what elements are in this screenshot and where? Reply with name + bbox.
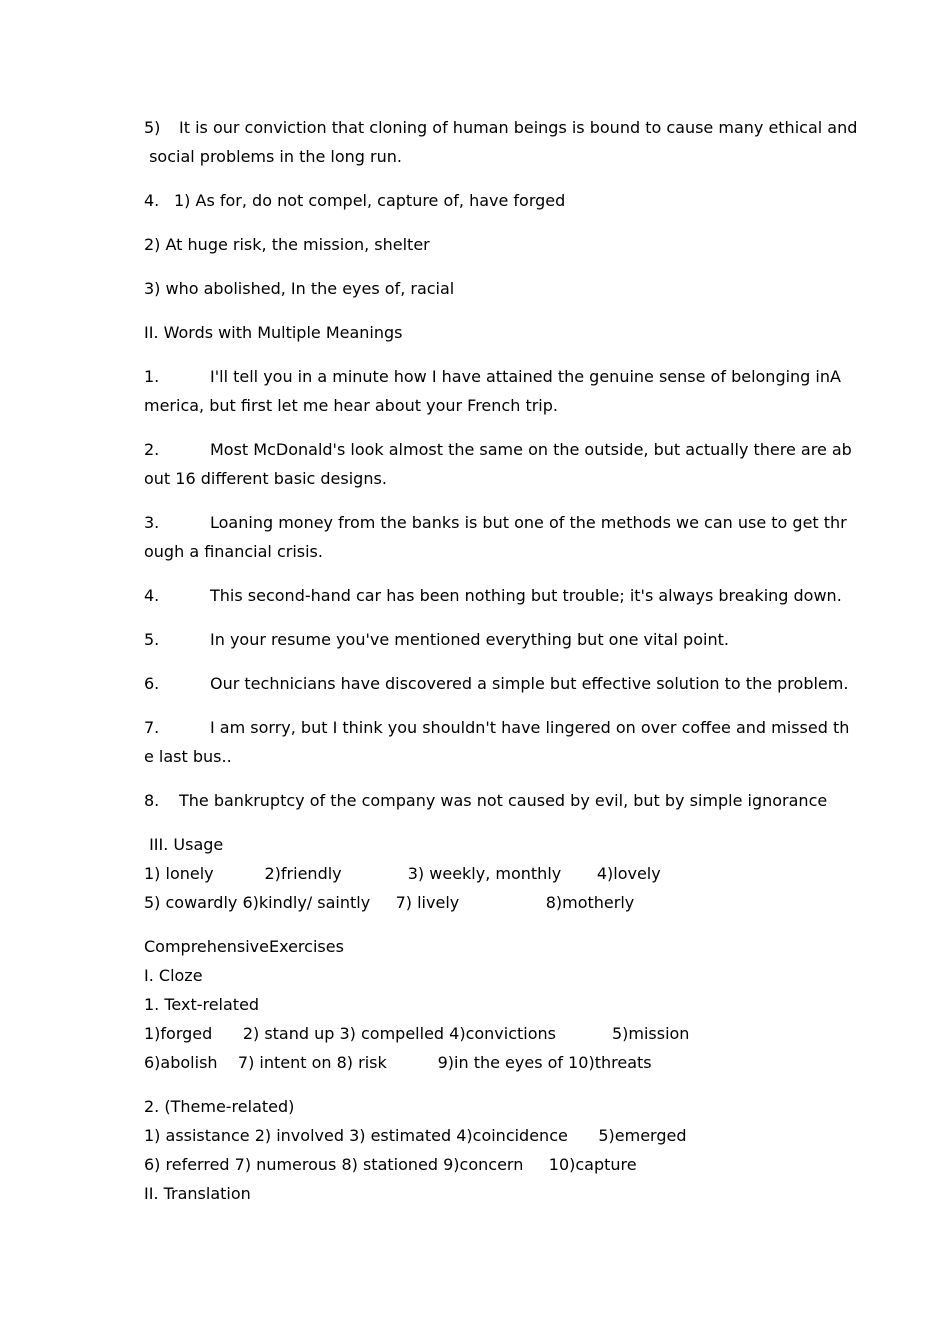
item-text: The bankruptcy of the company was not caused by evil, but by simple ignorance	[179, 791, 828, 810]
meaning-item-3-line2: ough a financial crisis.	[144, 542, 323, 561]
item-text: Loaning money from the banks is but one of the methods we can use to get thr	[210, 513, 847, 532]
item-number: 4.	[144, 191, 160, 210]
item-number: 1.	[144, 367, 160, 386]
item-number: 6.	[144, 674, 160, 693]
theme-related-answers-row-2: 6) referred 7) numerous 8) stationed 9)concern 10)capture	[144, 1155, 637, 1174]
theme-related-heading: 2. (Theme-related)	[144, 1097, 295, 1116]
item-number: 8.	[144, 791, 160, 810]
theme-related-answers-row-1: 1) assistance 2) involved 3) estimated 4)coincidence 5)emerged	[144, 1126, 687, 1145]
item-text: I'll tell you in a minute how I have attained the genuine sense of belonging inA	[210, 367, 841, 386]
item-text: Our technicians have discovered a simple but effective solution to the problem.	[210, 674, 849, 693]
item-text: This second-hand car has been nothing but trouble; it's always breaking down.	[210, 586, 842, 605]
item-number: 3.	[144, 513, 160, 532]
item-number: 4.	[144, 586, 160, 605]
item-text: It is our conviction that cloning of human beings is bound to cause many ethical and	[179, 118, 858, 137]
section-heading-usage: III. Usage	[144, 835, 224, 854]
item-text: 1) As for, do not compel, capture of, have forged	[174, 191, 566, 210]
meaning-item-1-line2: merica, but first let me hear about your French trip.	[144, 396, 558, 415]
text-related-answers-row-2: 6)abolish 7) intent on 8) risk 9)in the eyes of 10)threats	[144, 1053, 652, 1072]
item-number: 2.	[144, 440, 160, 459]
item-number: 5.	[144, 630, 160, 649]
vocab-item-4-line3: 3) who abolished, In the eyes of, racial	[144, 279, 455, 298]
vocab-item-4-line1	[144, 191, 824, 211]
meaning-item-3-line1	[144, 513, 847, 533]
usage-answers-row-1: 1) lonely 2)friendly 3) weekly, monthly 4)lovely	[144, 864, 661, 883]
vocab-item-4-line2: 2) At huge risk, the mission, shelter	[144, 235, 430, 254]
section-heading-multiple-meanings: II. Words with Multiple Meanings	[144, 323, 403, 342]
translation-heading: II. Translation	[144, 1184, 251, 1203]
meaning-item-1-line1	[144, 367, 841, 387]
meaning-item-2-line1	[144, 440, 852, 460]
meaning-item-7-line1	[144, 718, 850, 738]
meaning-item-8	[144, 791, 828, 811]
item-text: I am sorry, but I think you shouldn't have lingered on over coffee and missed th	[210, 718, 850, 737]
item-number: 5)	[144, 118, 161, 137]
vocab-item-5-line1	[144, 118, 858, 138]
item-text: In your resume you've mentioned everything but one vital point.	[210, 630, 729, 649]
section-heading-comprehensive: ComprehensiveExercises	[144, 937, 344, 956]
meaning-item-5	[144, 630, 824, 650]
usage-answers-row-2: 5) cowardly 6)kindly/ saintly 7) lively 8)motherly	[144, 893, 635, 912]
meaning-item-2-line2: out 16 different basic designs.	[144, 469, 387, 488]
vocab-item-5-line2: social problems in the long run.	[144, 147, 402, 166]
item-text: Most McDonald's look almost the same on the outside, but actually there are ab	[210, 440, 852, 459]
meaning-item-4	[144, 586, 842, 606]
cloze-heading: I. Cloze	[144, 966, 203, 985]
text-related-heading: 1. Text-related	[144, 995, 260, 1014]
meaning-item-7-line2: e last bus..	[144, 747, 232, 766]
item-number: 7.	[144, 718, 160, 737]
text-related-answers-row-1: 1)forged 2) stand up 3) compelled 4)convictions 5)mission	[144, 1024, 690, 1043]
meaning-item-6	[144, 674, 849, 694]
